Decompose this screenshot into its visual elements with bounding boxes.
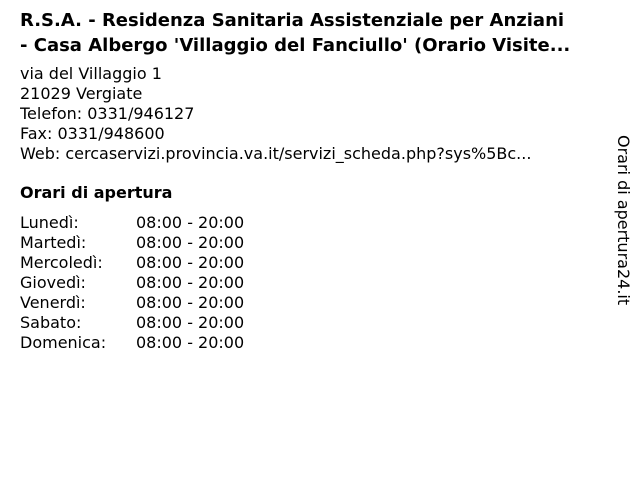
opening-hours-heading: Orari di apertura: [20, 183, 173, 202]
address-city: 21029 Vergiate: [20, 84, 143, 103]
hours-day: Sabato:: [20, 313, 82, 332]
hours-row-sunday: [20, 333, 244, 353]
opening-hours-table: [20, 213, 244, 353]
hours-time: 08:00 - 20:00: [136, 313, 245, 332]
hours-time: 08:00 - 20:00: [136, 253, 245, 272]
hours-row-saturday: [20, 313, 244, 333]
hours-row-wednesday: [20, 253, 244, 273]
address-block: [20, 64, 590, 164]
hours-day: Martedì:: [20, 233, 87, 252]
hours-day: Lunedì:: [20, 213, 79, 232]
hours-time: 08:00 - 20:00: [136, 213, 245, 232]
hours-day: Venerdì:: [20, 293, 86, 312]
hours-row-monday: [20, 213, 244, 233]
hours-row-friday: [20, 293, 244, 313]
listing-title-line-2: - Casa Albergo 'Villaggio del Fanciullo' (Orario Visite...: [20, 35, 571, 56]
hours-time: 08:00 - 20:00: [136, 293, 245, 312]
listing-title: [20, 8, 616, 58]
hours-row-thursday: [20, 273, 244, 293]
hours-day: Mercoledì:: [20, 253, 103, 272]
address-fax: Fax: 0331/948600: [20, 124, 165, 143]
hours-time: 08:00 - 20:00: [136, 273, 245, 292]
hours-row-tuesday: [20, 233, 244, 253]
hours-time: 08:00 - 20:00: [136, 333, 245, 352]
listing-title-line-1: R.S.A. - Residenza Sanitaria Assistenziale per Anziani: [20, 10, 565, 31]
address-street: via del Villaggio 1: [20, 64, 162, 83]
hours-day: Domenica:: [20, 333, 107, 352]
site-watermark: Orari di apertura24.it: [614, 135, 633, 306]
hours-day: Giovedì:: [20, 273, 86, 292]
hours-time: 08:00 - 20:00: [136, 233, 245, 252]
address-web: Web: cercaservizi.provincia.va.it/servizi_scheda.php?sys%5Bc...: [20, 144, 532, 163]
address-phone: Telefon: 0331/946127: [20, 104, 195, 123]
